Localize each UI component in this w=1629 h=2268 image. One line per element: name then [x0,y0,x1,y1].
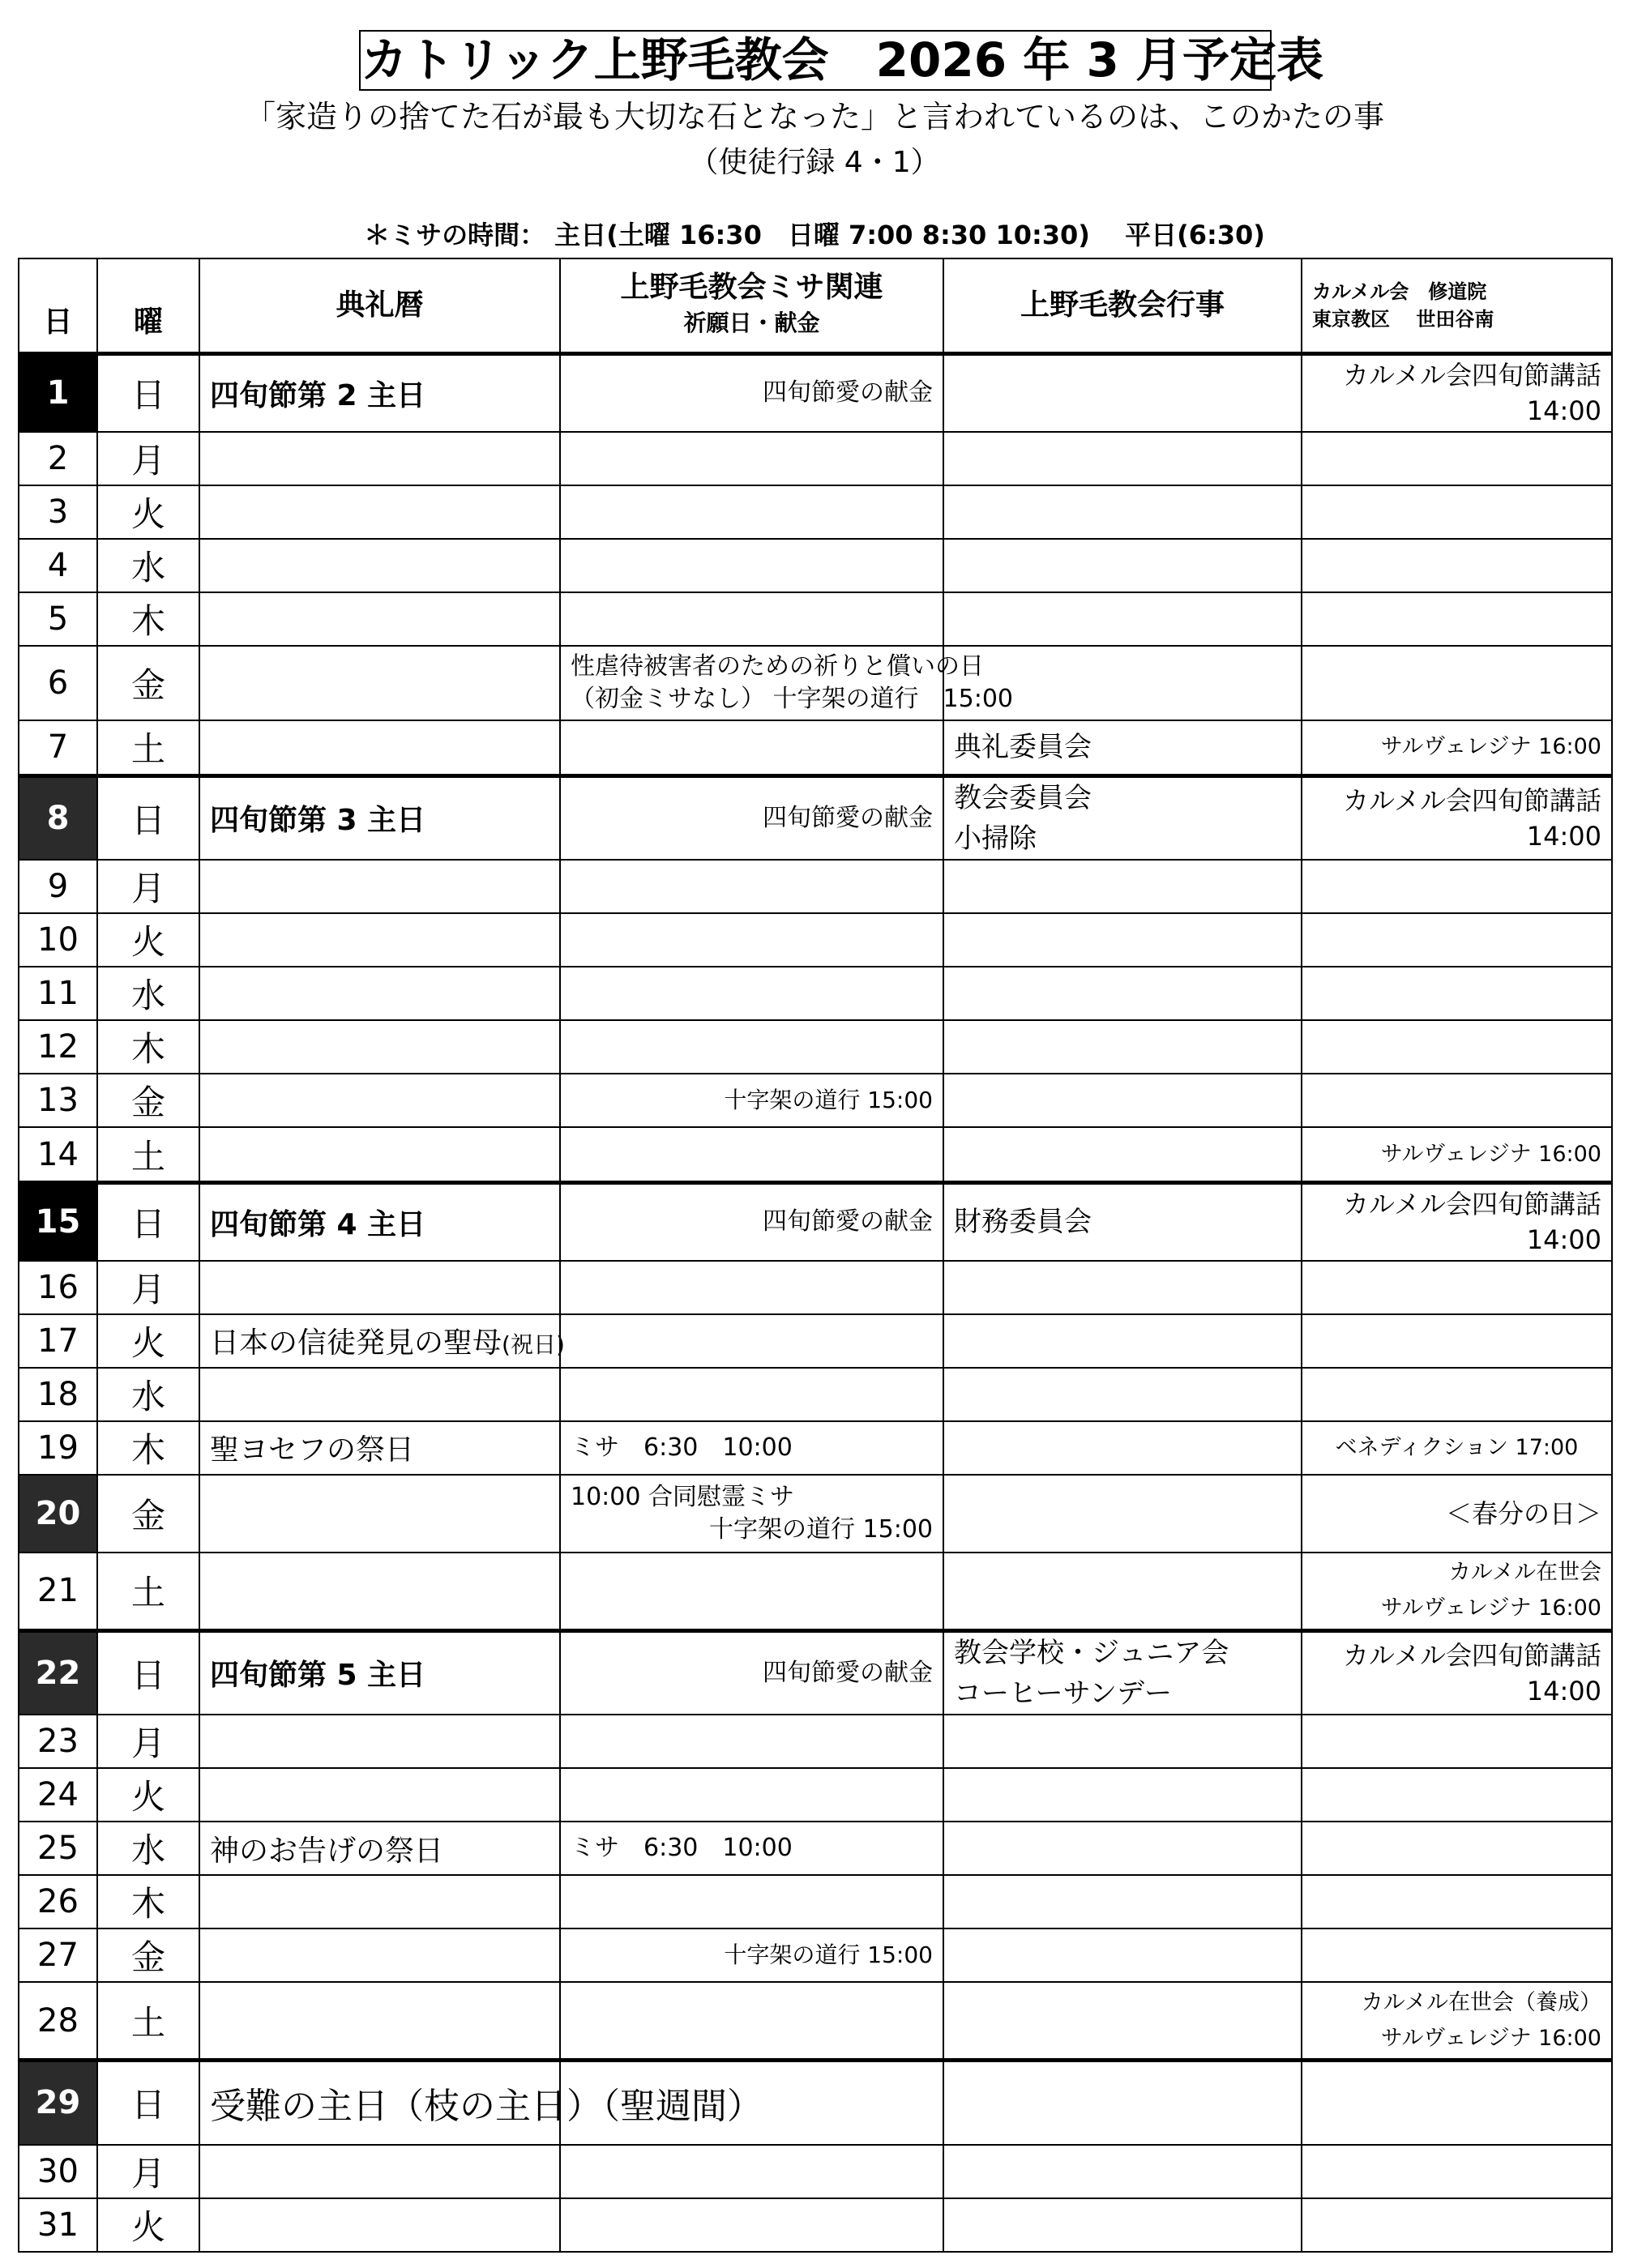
event-cell [943,1020,1302,1074]
table-row [19,720,1612,775]
carmel-cell [1302,485,1612,539]
liturgy-cell [199,1475,560,1553]
table-row [19,1928,1612,1982]
mass-item: 十字架の道行 15:00 [709,1515,933,1544]
carmel-cell [1302,592,1612,646]
mass-cell [560,354,943,432]
table-row [19,1261,1612,1314]
day-number: 15 [19,1182,97,1260]
day-number: 26 [19,1875,97,1928]
table-row [19,1715,1612,1768]
liturgy-name: 日本の信徒発見の聖母 [210,1326,502,1360]
day-number: 16 [19,1261,97,1314]
mass-cell [560,1982,943,2060]
table-row [19,646,1612,720]
carmel-item: ベネディクション 17:00 [1335,1434,1579,1460]
event-cell [943,720,1302,775]
liturgy-name: 四旬節第 5 主日 [210,1659,426,1693]
carmel-cell [1302,1768,1612,1822]
mass-item: 四旬節愛の献金 [763,1207,933,1237]
table-row [19,1020,1612,1074]
event-cell [943,1822,1302,1875]
weekday: 日 [97,775,199,860]
mass-cell [560,485,943,539]
carmel-cell [1302,967,1612,1020]
mass-cell [560,1822,943,1875]
mass-cell [560,1020,943,1074]
liturgy-cell [199,1630,560,1715]
day-number: 13 [19,1074,97,1127]
weekday: 水 [97,539,199,592]
weekday: 金 [97,1074,199,1127]
carmel-cell [1302,1368,1612,1421]
liturgy-cell [199,592,560,646]
liturgy-cell [199,1822,560,1875]
liturgy-cell [199,646,560,720]
event-cell [943,539,1302,592]
liturgy-cell [199,860,560,913]
mass-cell [560,1182,943,1260]
carmel-cell [1302,1020,1612,1074]
carmel-cell [1302,646,1612,720]
carmel-cell [1302,1261,1612,1314]
event-cell [943,1074,1302,1127]
carmel-cell [1302,1928,1612,1982]
liturgy-cell [199,913,560,967]
weekday: 木 [97,1421,199,1475]
header-mass [560,258,943,354]
liturgy-cell [199,1368,560,1421]
event-cell [943,485,1302,539]
liturgy-cell [199,720,560,775]
table-row [19,1074,1612,1127]
day-number: 25 [19,1822,97,1875]
weekday: 水 [97,967,199,1020]
day-number: 19 [19,1421,97,1475]
mass-cell [560,2198,943,2252]
table-row [19,913,1612,967]
weekday: 月 [97,2145,199,2198]
mass-cell [560,1768,943,1822]
table-row [19,2145,1612,2198]
day-number: 14 [19,1127,97,1182]
table-row [19,1421,1612,1475]
mass-cell [560,1475,943,1553]
liturgy-cell [199,1020,560,1074]
liturgy-name: 四旬節第 4 主日 [210,1207,426,1241]
table-row [19,1553,1612,1630]
mass-cell [560,775,943,860]
table-row [19,1182,1612,1260]
carmel-cell [1302,354,1612,432]
day-number: 3 [19,485,97,539]
event-cell [943,967,1302,1020]
table-row [19,860,1612,913]
weekday: 金 [97,1475,199,1553]
liturgy-name: 四旬節第 2 主日 [210,378,426,412]
weekday: 月 [97,860,199,913]
carmel-cell [1302,860,1612,913]
weekday: 土 [97,1553,199,1630]
carmel-item: カルメル会四旬節講話 [1342,1189,1601,1220]
table-row [19,1630,1612,1715]
event-cell [943,354,1302,432]
event-cell [943,860,1302,913]
carmel-cell [1302,1127,1612,1182]
liturgy-cell [199,539,560,592]
mass-item: 10:00 合同慰霊ミサ [571,1483,794,1512]
carmel-cell [1302,1553,1612,1630]
event-cell [943,2198,1302,2252]
weekday: 土 [97,1127,199,1182]
table-row [19,1768,1612,1822]
weekday: 火 [97,485,199,539]
mass-cell [560,1928,943,1982]
day-number: 31 [19,2198,97,2252]
carmel-cell [1302,1822,1612,1875]
header-mass-subtitle: 祈願日・献金 [683,310,820,336]
event-cell [943,1261,1302,1314]
table-row [19,485,1612,539]
header-day: 日 [19,258,97,354]
mass-item: ミサ 6:30 10:00 [571,1834,793,1863]
event-cell [943,1127,1302,1182]
carmel-item: カルメル会四旬節講話 [1342,360,1601,391]
carmel-item: ＜春分の日＞ [1445,1498,1601,1530]
carmel-item: 14:00 [1526,820,1601,852]
carmel-cell [1302,720,1612,775]
day-number: 20 [19,1475,97,1553]
table-row [19,592,1612,646]
carmel-item: 14:00 [1526,1224,1601,1256]
day-number: 10 [19,913,97,967]
carmel-cell [1302,775,1612,860]
weekday: 日 [97,1182,199,1260]
table-row [19,1475,1612,1553]
header-carmel-line1: カルメル会 修道院 [1312,280,1487,303]
weekday: 金 [97,646,199,720]
table-row [19,539,1612,592]
day-number: 27 [19,1928,97,1982]
liturgy-cell [199,1127,560,1182]
page-title: カトリック上野毛教会 2026 年 3 月予定表 [359,30,1272,91]
day-number: 23 [19,1715,97,1768]
liturgy-cell [199,485,560,539]
event-item: 教会学校・ジュニア会 [954,1636,1229,1669]
liturgy-cell [199,1715,560,1768]
weekday: 火 [97,1768,199,1822]
event-item: 小掃除 [954,822,1037,855]
event-cell [943,2060,1302,2144]
liturgy-cell [199,354,560,432]
header-carmel-line2: 東京教区 世田谷南 [1312,308,1494,331]
event-item: 典礼委員会 [954,731,1092,764]
liturgy-cell [199,2198,560,2252]
mass-item: 十字架の道行 15:00 [724,1087,933,1114]
mass-item: 四旬節愛の献金 [763,378,933,408]
weekday: 月 [97,432,199,485]
mass-cell [560,1421,943,1475]
liturgy-cell [199,432,560,485]
event-cell [943,432,1302,485]
table-row [19,1982,1612,2060]
mass-item: 性虐待被害者のための祈りと償いの日 [571,652,984,681]
weekday: 日 [97,2060,199,2144]
liturgy-name: 受難の主日（枝の主日）（聖週間） [210,2086,763,2128]
liturgy-cell [199,1928,560,1982]
event-cell [943,1982,1302,2060]
table-row [19,2198,1612,2252]
liturgy-cell [199,2145,560,2198]
liturgy-cell [199,1074,560,1127]
liturgy-cell [199,1982,560,2060]
weekday: 水 [97,1822,199,1875]
mass-cell [560,646,1013,720]
carmel-item: サルヴェレジナ 16:00 [1380,734,1601,760]
mass-item: 四旬節愛の献金 [763,803,933,832]
mass-cell [560,913,943,967]
header-liturgy: 典礼暦 [199,258,560,354]
weekday: 木 [97,1875,199,1928]
carmel-item: サルヴェレジナ 16:00 [1380,1141,1601,1167]
day-number: 5 [19,592,97,646]
liturgy-cell [199,1553,560,1630]
mass-times: ＊ミサの時間： 主日(土曜 16:30 日曜 7:00 8:30 10:30) 平日(6:30) [364,220,1265,250]
weekday: 火 [97,913,199,967]
day-number: 1 [19,354,97,432]
mass-cell [560,720,943,775]
weekday: 金 [97,1928,199,1982]
weekday: 火 [97,2198,199,2252]
mass-cell [560,1630,943,1715]
carmel-item: カルメル会四旬節講話 [1342,784,1601,816]
carmel-cell [1302,1475,1612,1553]
liturgy-tag: (祝日) [502,1331,565,1359]
day-number: 7 [19,720,97,775]
mass-cell [560,432,943,485]
mass-cell [560,1875,943,1928]
carmel-item: カルメル在世会（養成） [1361,1989,1601,2015]
table-row [19,1368,1612,1421]
liturgy-cell [199,1421,560,1475]
day-number: 30 [19,2145,97,2198]
day-number: 21 [19,1553,97,1630]
carmel-item: カルメル在世会 [1448,1560,1601,1586]
weekday: 水 [97,1368,199,1421]
weekday: 月 [97,1261,199,1314]
carmel-cell [1302,2145,1612,2198]
event-item: コーヒーサンデー [954,1676,1172,1710]
mass-cell [560,860,943,913]
liturgy-cell [199,1768,560,1822]
carmel-cell [1302,1314,1612,1368]
day-number: 24 [19,1768,97,1822]
event-cell [943,913,1302,967]
event-cell [943,1928,1302,1982]
day-number: 12 [19,1020,97,1074]
liturgy-cell [199,1261,560,1314]
event-cell [943,1421,1302,1475]
carmel-cell [1302,432,1612,485]
day-number: 11 [19,967,97,1020]
event-cell [943,1553,1302,1630]
day-number: 8 [19,775,97,860]
mass-item: 四旬節愛の献金 [763,1658,933,1687]
liturgy-cell [199,1182,560,1260]
liturgy-name: 聖ヨセフの祭日 [210,1433,415,1467]
carmel-cell [1302,1421,1612,1475]
liturgy-cell [199,775,560,860]
weekday: 木 [97,1020,199,1074]
scripture-quote: 「家造りの捨てた石が最も大切な石となった」と言われているのは、このかたの事 [244,99,1384,135]
weekday: 土 [97,1982,199,2060]
schedule-table [18,258,1613,2253]
mass-item: 十字架の道行 15:00 [724,1941,933,1969]
day-number: 28 [19,1982,97,2060]
header-carmel [1302,258,1612,354]
liturgy-cell [199,967,560,1020]
event-item: 財務委員会 [954,1206,1092,1239]
carmel-cell [1302,1875,1612,1928]
event-cell [943,1768,1302,1822]
event-cell [943,1875,1302,1928]
carmel-cell [1302,913,1612,967]
carmel-cell [1302,1982,1612,2060]
liturgy-cell [199,1314,565,1368]
mass-cell [560,592,943,646]
weekday: 日 [97,1630,199,1715]
header-weekday: 曜 [97,258,199,354]
mass-cell [560,967,943,1020]
table-row [19,2060,1612,2144]
carmel-cell [1302,539,1612,592]
day-number: 2 [19,432,97,485]
liturgy-name: 四旬節第 3 主日 [210,804,426,838]
mass-cell [560,1261,943,1314]
table-row [19,1875,1612,1928]
mass-cell [560,1553,943,1630]
event-cell [943,1715,1302,1768]
weekday: 木 [97,592,199,646]
weekday: 土 [97,720,199,775]
table-row [19,354,1612,432]
mass-cell [560,1314,943,1368]
event-item: 教会委員会 [954,781,1092,814]
day-number: 17 [19,1314,97,1368]
event-cell [943,1475,1302,1553]
weekday: 火 [97,1314,199,1368]
mass-item: ミサ 6:30 10:00 [571,1433,793,1462]
carmel-item: サルヴェレジナ 16:00 [1380,1595,1601,1621]
event-cell [943,1182,1302,1260]
table-row [19,1822,1612,1875]
event-cell [943,1630,1302,1715]
mass-cell [560,1074,943,1127]
carmel-cell [1302,2198,1612,2252]
weekday: 日 [97,354,199,432]
liturgy-cell [199,2060,763,2144]
event-cell [943,592,1302,646]
scripture-reference: （使徒行録 4・1） [689,146,940,179]
event-cell [943,1368,1302,1421]
carmel-item: 14:00 [1526,395,1601,427]
table-row [19,967,1612,1020]
carmel-cell [1302,1182,1612,1260]
liturgy-name: 神のお告げの祭日 [210,1834,444,1868]
header-row [19,258,1612,354]
liturgy-cell [199,1875,560,1928]
mass-cell [560,2145,943,2198]
carmel-cell [1302,2060,1612,2144]
carmel-item: サルヴェレジナ 16:00 [1380,2025,1601,2051]
mass-cell [560,1368,943,1421]
header-mass-title: 上野毛教会ミサ関連 [620,271,883,304]
day-number: 22 [19,1630,97,1715]
event-cell [943,2145,1302,2198]
event-cell [943,1314,1302,1368]
mass-cell [560,1127,943,1182]
event-cell [943,775,1302,860]
table-row [19,1314,1612,1368]
carmel-cell [1302,1630,1612,1715]
mass-cell [560,539,943,592]
day-number: 18 [19,1368,97,1421]
day-number: 6 [19,646,97,720]
carmel-cell [1302,1074,1612,1127]
mass-item: （初金ミサなし） 十字架の道行 15:00 [571,685,1013,714]
mass-cell [560,1715,943,1768]
header-events: 上野毛教会行事 [943,258,1302,354]
carmel-item: 14:00 [1526,1675,1601,1706]
table-row [19,775,1612,860]
table-row [19,1127,1612,1182]
carmel-item: カルメル会四旬節講話 [1342,1639,1601,1671]
weekday: 月 [97,1715,199,1768]
day-number: 9 [19,860,97,913]
day-number: 4 [19,539,97,592]
table-row [19,432,1612,485]
carmel-cell [1302,1715,1612,1768]
day-number: 29 [19,2060,97,2144]
